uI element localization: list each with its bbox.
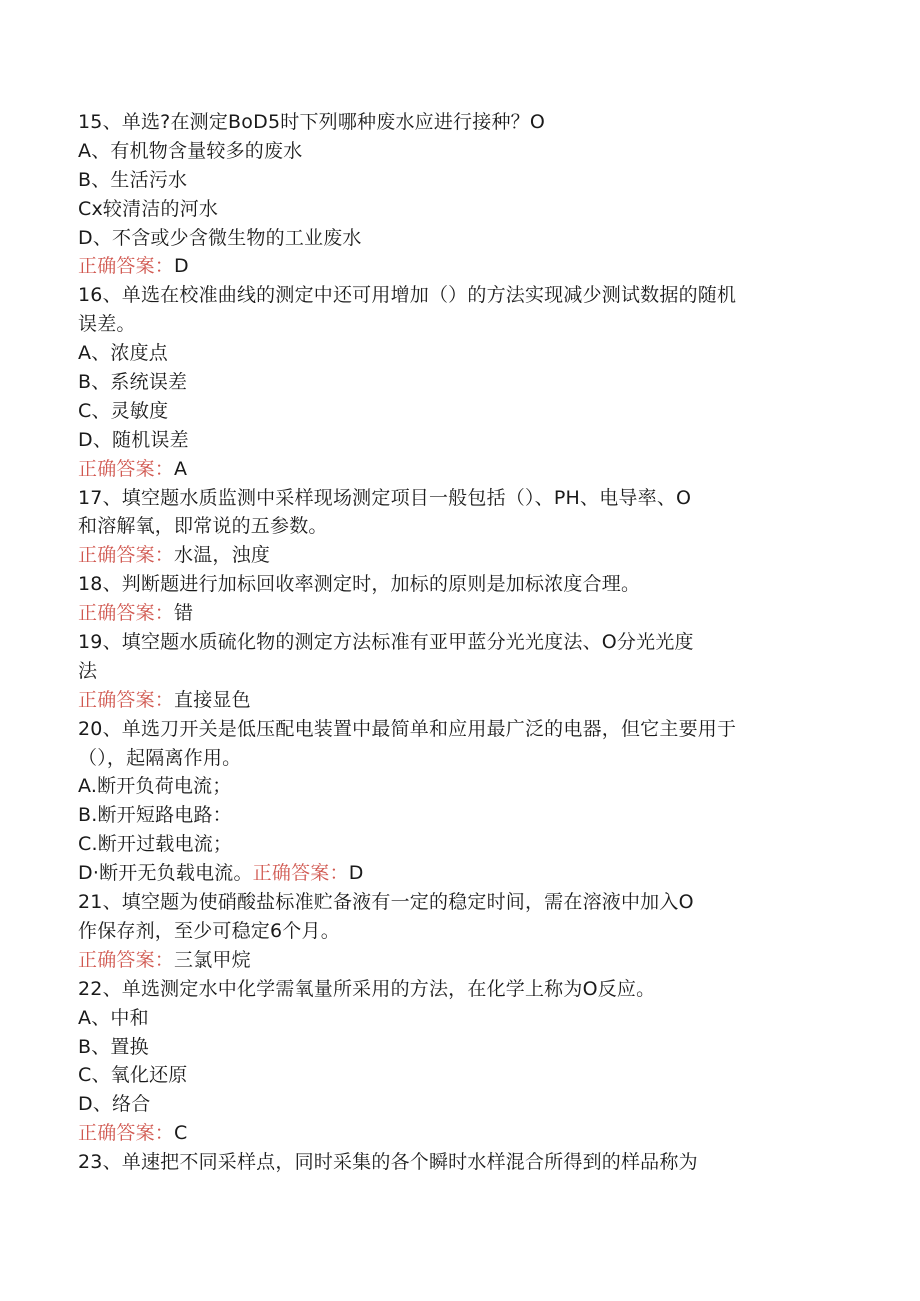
answer-value: C: [174, 1122, 188, 1145]
text-line: 20、单选刀开关是低压配电装置中最简单和应用最广泛的电器，但它主要用于: [78, 717, 737, 740]
text-line: B、系统误差: [78, 371, 188, 394]
text-line: 17、填空题水质监测中采样现场测定项目一般包括（）、PH、电导率、O: [78, 486, 692, 509]
text-line: 21、填空题为使硝酸盐标准贮备液有一定的稳定时间，需在溶液中加入O: [78, 891, 694, 914]
text-line: Cx较清洁的河水: [78, 197, 219, 220]
answer-label: 正确答案：: [78, 457, 175, 480]
text-line: A、浓度点: [78, 342, 168, 365]
text-line: A.断开负荷电流；: [78, 775, 232, 798]
text-line: 23、单速把不同采样点，同时采集的各个瞬时水样混合所得到的样品称为: [78, 1151, 698, 1174]
answer-value: 直接显色: [174, 688, 251, 711]
answer-line: [78, 686, 838, 715]
answer-line: [78, 599, 838, 628]
text-line: 作保存剂，至少可稳定6个月。: [78, 919, 340, 942]
text-line: D、络合: [78, 1093, 151, 1116]
document-page: [78, 108, 838, 1177]
answer-line: [78, 455, 838, 484]
answer-line: [78, 1119, 838, 1148]
answer-line: [78, 252, 838, 281]
text-line: 22、单选测定水中化学需氧量所采用的方法，在化学上称为O反应。: [78, 977, 656, 1000]
text-line: B、生活污水: [78, 168, 188, 191]
text-line: 15、单选?在测定BoD5时下列哪种废水应进行接种？O: [78, 111, 545, 133]
text-line: C、灵敏度: [78, 399, 169, 422]
answer-line: [78, 541, 838, 570]
text-line: 19、填空题水质硫化物的测定方法标准有亚甲蓝分光光度法、O分光光度: [78, 631, 694, 654]
answer-value: 错: [174, 602, 194, 625]
answer-label: 正确答案：: [78, 948, 175, 971]
text-line: 误差。: [78, 313, 136, 336]
text-line: 和溶解氧，即常说的五参数。: [78, 515, 328, 538]
answer-label: 正确答案：: [78, 602, 175, 625]
answer-line: [78, 946, 838, 975]
text-line: D、不含或少含微生物的工业废水: [78, 226, 362, 249]
answer-value: 三氯甲烷: [174, 948, 251, 971]
answer-label: 正确答案：: [78, 544, 175, 567]
text-line: B、置换: [78, 1035, 149, 1058]
answer-label: 正确答案：: [78, 1122, 175, 1145]
text-line: A、中和: [78, 1006, 149, 1029]
answer-value: D: [348, 862, 364, 885]
text-line: 法: [78, 659, 98, 682]
answer-label: 正确答案：: [78, 255, 175, 278]
option-text: D·断开无负载电流。: [78, 862, 253, 885]
answer-value: D: [174, 255, 189, 278]
text-line: A、有机物含量较多的废水: [78, 139, 303, 162]
text-line: D、随机误差: [78, 428, 189, 451]
answer-value: 水温，浊度: [174, 544, 271, 567]
answer-label: 正确答案：: [252, 862, 349, 885]
answer-value: A: [174, 457, 188, 480]
text-line: B.断开短路电路：: [78, 804, 232, 827]
text-line: （），起隔离作用。: [78, 746, 242, 769]
text-line: C.断开过载电流；: [78, 833, 233, 856]
text-line: C、氧化还原: [78, 1064, 188, 1087]
answer-line: [78, 859, 838, 888]
text-line: 18、判断题进行加标回收率测定时，加标的原则是加标浓度合理。: [78, 573, 641, 596]
answer-label: 正确答案：: [78, 688, 175, 711]
text-line: 16、单选在校准曲线的测定中还可用增加（）的方法实现减少测试数据的随机: [78, 284, 737, 307]
